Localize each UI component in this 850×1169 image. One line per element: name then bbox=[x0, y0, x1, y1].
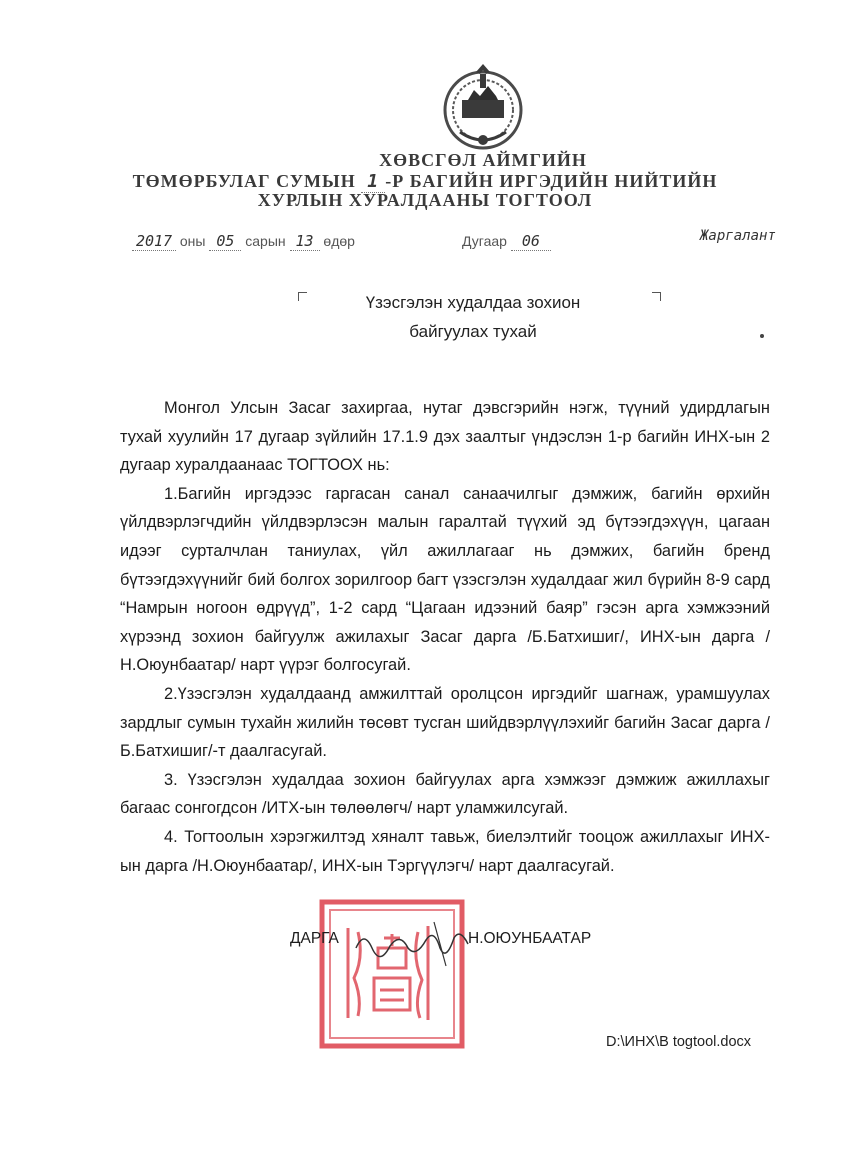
body-intro: Монгол Улсын Засаг захиргаа, нутаг дэвсгэрийн нэгж, түүний удирдлагын тухай хуулийн 17 дугаар зүйлийн 17.1.9 дэх заалтыг үндэслэн 1-р багийн ИНХ-ын 2 дугаар хуралдаанаас ТОГТООХ нь: bbox=[120, 399, 770, 475]
subject-line-2: байгуулах тухай bbox=[409, 322, 537, 341]
handwritten-signature-icon bbox=[350, 918, 480, 968]
state-emblem-icon bbox=[440, 62, 526, 154]
header-line-aimag: ХӨВСГӨЛ АЙМГИЙН bbox=[379, 150, 587, 170]
decree-number bbox=[462, 232, 551, 251]
header-line-title: ХУРЛЫН ХУРАЛДААНЫ ТОГТООЛ bbox=[257, 190, 593, 210]
signer-title: ДАРГА bbox=[290, 930, 339, 947]
header-sum-suffix: -Р БАГИЙН ИРГЭДИЙН НИЙТИЙН bbox=[385, 171, 718, 191]
decree-number-label: Дугаар bbox=[462, 233, 507, 249]
date-month: 05 bbox=[209, 232, 241, 251]
scan-speck bbox=[760, 334, 764, 338]
body-item-1: 1.Багийн иргэдээс гаргасан санал санаачилгыг дэмжиж, багийн өрхийн үйлдвэрлэгчдийн үйлдвэрлэсэн малын гаралтай түүхий эд бүтээгдэхүүн, цагаан идээг сурталчлан таниулах, үйл ажиллагааг нь дэмжих, багийн бренд бүтээгдэхүүнийг бий болгох зорилгоор багт үзэсгэлэн худалдааг жил бүрийн 8-9 сард “Намрын ногоон өдрүүд”, 1-2 сард “Цагаан идээний баяр” гэсэн арга хэмжээний хүрээнд зохион байгуулж ажилахыг Засаг дарга /Б.Батхишиг/, ИНХ-ын дарга /Н.Оюунбаатар/ нарт үүрэг болгосугай. bbox=[120, 484, 770, 675]
date-day: 13 bbox=[290, 232, 320, 251]
subject-line-1: Үзэсгэлэн худалдаа зохион bbox=[365, 293, 581, 312]
date-month-label: сарын bbox=[245, 233, 286, 249]
file-path: D:\ИНХ\В togtool.docx bbox=[606, 1034, 752, 1050]
place-name: Жаргалант bbox=[700, 228, 776, 244]
body-item-2: 2.Үзэсгэлэн худалдаанд амжилттай оролцсон иргэдийг шагнаж, урамшуулах зардлыг сумын тухайн жилийн төсөвт тусган шийдвэрлүүлэхийг багийн Засаг дарга /Б.Батхишиг/-т даалгасугай. bbox=[120, 684, 770, 761]
date-year: 2017 bbox=[132, 232, 176, 251]
body-item-3: 3. Үзэсгэлэн худалдаа зохион байгуулах арга хэмжээг дэмжиж ажиллахыг багаас сонгогдсон /ИТХ-ын төлөөлөгч/ нарт уламжилсугай. bbox=[120, 770, 770, 818]
date-line bbox=[132, 232, 355, 251]
date-year-label: оны bbox=[179, 233, 206, 249]
date-day-label: өдөр bbox=[323, 233, 355, 249]
header-sum-prefix: ТӨМӨРБУЛАГ СУМЫН bbox=[132, 171, 356, 191]
decree-number-value: 06 bbox=[511, 232, 551, 251]
decree-body bbox=[120, 394, 770, 880]
body-item-4: 4. Тогтоолын хэрэгжилтэд хяналт тавьж, биелэлтийг тооцож ажиллахыг ИНХ-ын дарга /Н.Оюунбаатар/, ИНХ-ын Тэргүүлэгч/ нарт даалгасугай. bbox=[120, 827, 770, 875]
header-bag-number: 1 bbox=[361, 171, 385, 193]
signer-name: Н.ОЮУНБААТАР bbox=[468, 930, 592, 947]
